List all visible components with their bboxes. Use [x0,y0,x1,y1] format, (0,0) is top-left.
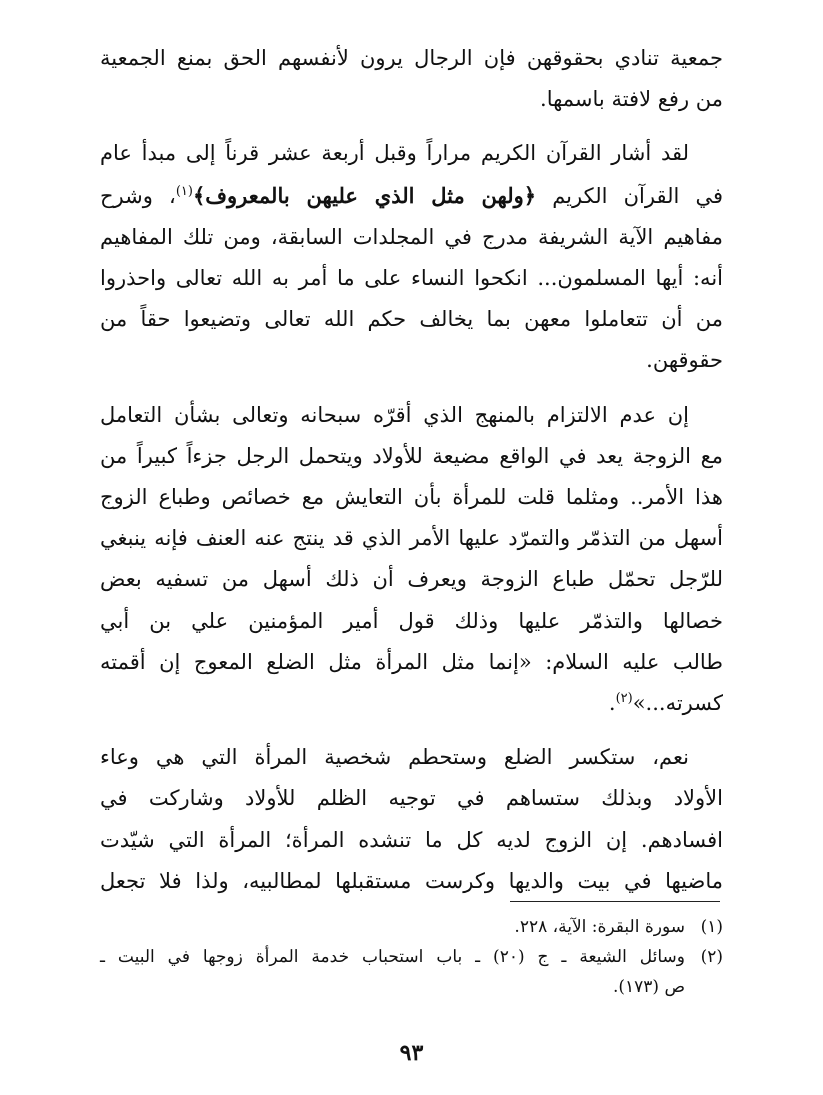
text-line: وسائل الشيعة ـ ج (٢٠) ـ باب استحباب خدمة المرأة زوجها في البيت ـ [100,947,686,967]
text-line [100,683,723,724]
quran-quote: ﴿ولهن مثل الذي عليهن بالمعروف﴾ [192,182,537,208]
text-line: إن عدم الالتزام بالمنهج الذي أقرّه سبحانه وتعالى بشأن التعامل [100,402,689,427]
paragraph-4 [100,737,723,902]
text-line: أسهل من التذمّر والتمرّد عليها الأمر الذي قد ينتج عنه العنف فإنه ينبغي [100,526,723,551]
text-line: ماضيها في بيت والديها وكرست مستقبلها لمطالبيه، ولذا فلا تجعل [100,868,723,893]
footnote-2 [100,942,723,1002]
footnote-divider [510,901,720,902]
paragraph-3 [100,395,723,725]
text-fragment: كسرته...» [632,691,723,716]
text-line: للرّجل تحمّل طباع الزوجة ويعرف أن ذلك أسهل من تسفيه بعض [100,567,723,592]
text-fragment: . [608,691,616,716]
page-number: ٩٣ [399,1040,424,1066]
text-line: مفاهيم الآية الشريفة مدرج في المجلدات السابقة، ومن تلك المفاهيم [100,224,723,249]
text-line: من أن تتعاملوا معهن بما يخالف حكم الله تعالى وتضيعوا حقاً من [100,307,723,332]
text-line: خصالها والتذمّر عليها وذلك قول أمير المؤمنين علي بن أبي [100,608,723,633]
footnotes [100,912,723,1002]
text-line: حقوقهن. [646,348,723,373]
footnote-text [100,942,685,1002]
text-line: نعم، ستكسر الضلع وستحطم شخصية المرأة التي هي وعاء [100,745,689,770]
text-line: لقد أشار القرآن الكريم مراراً وقبل أربعة عشر قرناً إلى مبدأ عام [100,141,689,166]
text-line: مع الزوجة يعد في الواقع مضيعة للأولاد ويتحمل الرجل جزءاً كبيراً من [100,443,723,468]
text-fragment: في القرآن الكريم [536,183,723,208]
text-line: افسادهم. إن الزوج لديه كل ما تنشده المرأة؛ المرأة التي شيّدت [100,827,723,852]
text-line: الأولاد وبذلك ستساهم في توجيه الظلم للأولاد وشاركت في [100,786,723,811]
text-line: طالب عليه السلام: «إنما مثل المرأة مثل الضلع المعوج إن أقمته [100,649,723,674]
text-line: ص (١٧٣). [612,977,685,997]
main-text [100,38,723,915]
text-line: هذا الأمر.. ومثلما قلت للمرأة بأن التعايش مع خصائص وطباع الزوج [100,485,723,510]
text-line: سورة البقرة: الآية، ٢٢٨. [514,917,685,937]
text-line: أنه: أيها المسلمون... انكحوا النساء على ما أمر به الله تعالى واحذروا [100,266,723,291]
text-line [100,175,723,217]
footnote-ref-1[interactable]: (١) [175,183,193,199]
footnote-text [100,912,685,942]
text-line: من رفع لافتة باسمها. [540,87,723,112]
footnote-number: (٢) [700,947,723,967]
footnote-1 [100,912,723,942]
footnote-ref-2[interactable]: (٢) [615,691,633,707]
text-fragment: ، وشرح [100,183,176,208]
paragraph-2 [100,133,723,381]
footnote-number: (١) [700,917,723,937]
paragraph-1 [100,38,723,120]
text-line: جمعية تنادي بحقوقهن فإن الرجال يرون لأنفسهم الحق بمنع الجمعية [100,46,723,70]
